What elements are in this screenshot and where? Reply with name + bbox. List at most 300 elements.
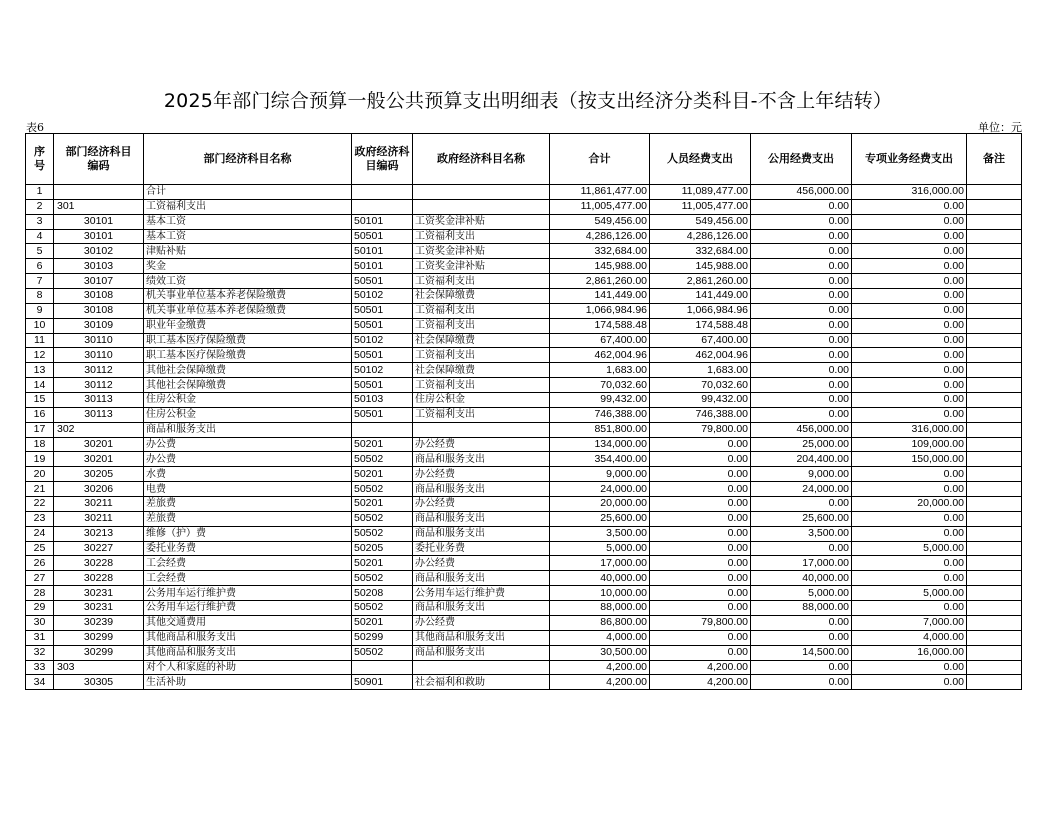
row-dept-name: 合计 (144, 185, 352, 200)
row-gov-code: 50501 (352, 407, 413, 422)
row-gov-name (413, 185, 550, 200)
row-personnel: 549,456.00 (650, 214, 751, 229)
row-gov-name: 办公经费 (413, 556, 550, 571)
table-row (26, 348, 1022, 363)
row-dept-code: 30299 (54, 645, 144, 660)
row-special: 16,000.00 (852, 645, 967, 660)
row-personnel: 145,988.00 (650, 259, 751, 274)
row-dept-code: 30211 (54, 511, 144, 526)
row-gov-name (413, 199, 550, 214)
row-gov-code: 50501 (352, 303, 413, 318)
row-total: 462,004.96 (550, 348, 650, 363)
row-remark (967, 467, 1022, 482)
row-remark (967, 526, 1022, 541)
row-gov-name: 委托业务费 (413, 541, 550, 556)
row-gov-code: 50901 (352, 675, 413, 690)
row-personnel: 11,089,477.00 (650, 185, 751, 200)
row-gov-code: 50103 (352, 393, 413, 408)
row-seq: 19 (26, 452, 54, 467)
row-gov-code (352, 422, 413, 437)
row-total: 851,800.00 (550, 422, 650, 437)
row-gov-name: 社会保障缴费 (413, 289, 550, 304)
row-dept-code: 30213 (54, 526, 144, 541)
row-public: 9,000.00 (751, 467, 852, 482)
row-remark (967, 630, 1022, 645)
row-total: 1,066,984.96 (550, 303, 650, 318)
row-gov-code: 50201 (352, 556, 413, 571)
row-dept-name: 职业年金缴费 (144, 318, 352, 333)
row-dept-name: 其他社会保障缴费 (144, 363, 352, 378)
row-seq: 6 (26, 259, 54, 274)
row-gov-name: 工资奖金津补贴 (413, 259, 550, 274)
row-remark (967, 199, 1022, 214)
row-public: 88,000.00 (751, 601, 852, 616)
row-remark (967, 363, 1022, 378)
row-seq: 10 (26, 318, 54, 333)
table-row (26, 363, 1022, 378)
row-total: 99,432.00 (550, 393, 650, 408)
table-row (26, 586, 1022, 601)
row-remark (967, 571, 1022, 586)
row-gov-code: 50502 (352, 452, 413, 467)
row-seq: 26 (26, 556, 54, 571)
row-personnel: 0.00 (650, 511, 751, 526)
row-seq: 18 (26, 437, 54, 452)
header-gov-code: 政府经济科目编码 (352, 134, 413, 185)
row-dept-name: 工会经费 (144, 556, 352, 571)
row-dept-name: 奖金 (144, 259, 352, 274)
row-special: 0.00 (852, 318, 967, 333)
row-gov-code: 50201 (352, 615, 413, 630)
row-seq: 11 (26, 333, 54, 348)
row-seq: 20 (26, 467, 54, 482)
row-remark (967, 615, 1022, 630)
row-dept-code: 30239 (54, 615, 144, 630)
row-total: 145,988.00 (550, 259, 650, 274)
row-gov-code: 50501 (352, 274, 413, 289)
row-special: 0.00 (852, 244, 967, 259)
row-personnel: 70,032.60 (650, 378, 751, 393)
row-gov-name: 社会保障缴费 (413, 333, 550, 348)
table-row (26, 393, 1022, 408)
row-dept-code: 30201 (54, 452, 144, 467)
row-gov-code: 50501 (352, 318, 413, 333)
row-dept-code: 30206 (54, 482, 144, 497)
table-row (26, 214, 1022, 229)
row-gov-name: 办公经费 (413, 467, 550, 482)
table-row (26, 244, 1022, 259)
row-remark (967, 497, 1022, 512)
row-seq: 16 (26, 407, 54, 422)
table-row (26, 482, 1022, 497)
header-gov-name: 政府经济科目名称 (413, 134, 550, 185)
row-gov-name: 工资奖金津补贴 (413, 214, 550, 229)
table-row (26, 333, 1022, 348)
row-seq: 13 (26, 363, 54, 378)
row-remark (967, 303, 1022, 318)
row-public: 0.00 (751, 244, 852, 259)
row-personnel: 0.00 (650, 526, 751, 541)
row-dept-code: 30227 (54, 541, 144, 556)
table-row (26, 452, 1022, 467)
row-seq: 2 (26, 199, 54, 214)
row-gov-name: 办公经费 (413, 437, 550, 452)
row-dept-code: 30109 (54, 318, 144, 333)
row-special: 4,000.00 (852, 630, 967, 645)
row-remark (967, 185, 1022, 200)
row-dept-code: 30101 (54, 214, 144, 229)
table-row (26, 675, 1022, 690)
row-personnel: 4,200.00 (650, 675, 751, 690)
table-row (26, 645, 1022, 660)
table-row (26, 437, 1022, 452)
row-dept-code: 30228 (54, 571, 144, 586)
row-special: 0.00 (852, 303, 967, 318)
row-seq: 12 (26, 348, 54, 363)
row-seq: 17 (26, 422, 54, 437)
row-gov-code: 50201 (352, 497, 413, 512)
row-dept-name: 办公费 (144, 452, 352, 467)
row-public: 24,000.00 (751, 482, 852, 497)
row-dept-code: 30113 (54, 407, 144, 422)
row-public: 5,000.00 (751, 586, 852, 601)
table-row (26, 378, 1022, 393)
row-dept-code: 30108 (54, 289, 144, 304)
table-row (26, 571, 1022, 586)
table-row (26, 289, 1022, 304)
header-total: 合计 (550, 134, 650, 185)
row-gov-code: 50201 (352, 437, 413, 452)
row-gov-name: 工资福利支出 (413, 274, 550, 289)
row-dept-code (54, 185, 144, 200)
row-gov-code: 50201 (352, 467, 413, 482)
row-seq: 30 (26, 615, 54, 630)
row-remark (967, 660, 1022, 675)
row-personnel: 0.00 (650, 482, 751, 497)
table-row (26, 526, 1022, 541)
row-seq: 33 (26, 660, 54, 675)
row-gov-name: 公务用车运行维护费 (413, 586, 550, 601)
row-personnel: 0.00 (650, 556, 751, 571)
row-gov-code: 50502 (352, 482, 413, 497)
row-dept-name: 基本工资 (144, 229, 352, 244)
row-special: 0.00 (852, 348, 967, 363)
row-seq: 32 (26, 645, 54, 660)
row-remark (967, 407, 1022, 422)
row-dept-name: 其他社会保障缴费 (144, 378, 352, 393)
row-dept-name: 其他交通费用 (144, 615, 352, 630)
row-gov-name: 办公经费 (413, 615, 550, 630)
row-personnel: 746,388.00 (650, 407, 751, 422)
row-personnel: 79,800.00 (650, 422, 751, 437)
row-dept-code: 302 (54, 422, 144, 437)
row-public: 14,500.00 (751, 645, 852, 660)
row-total: 1,683.00 (550, 363, 650, 378)
row-special: 109,000.00 (852, 437, 967, 452)
row-gov-name: 社会保障缴费 (413, 363, 550, 378)
row-gov-name: 商品和服务支出 (413, 601, 550, 616)
row-gov-code: 50205 (352, 541, 413, 556)
row-special: 316,000.00 (852, 422, 967, 437)
row-gov-name: 工资福利支出 (413, 348, 550, 363)
row-dept-name: 职工基本医疗保险缴费 (144, 348, 352, 363)
row-public: 0.00 (751, 348, 852, 363)
row-seq: 7 (26, 274, 54, 289)
row-dept-code: 30305 (54, 675, 144, 690)
row-personnel: 1,683.00 (650, 363, 751, 378)
row-special: 7,000.00 (852, 615, 967, 630)
row-gov-name: 社会福利和救助 (413, 675, 550, 690)
row-remark (967, 452, 1022, 467)
row-seq: 8 (26, 289, 54, 304)
row-dept-name: 住房公积金 (144, 393, 352, 408)
table-row (26, 185, 1022, 200)
unit-label: 单位：元 (978, 121, 1022, 134)
table-row (26, 303, 1022, 318)
row-seq: 21 (26, 482, 54, 497)
row-dept-name: 职工基本医疗保险缴费 (144, 333, 352, 348)
row-special: 0.00 (852, 229, 967, 244)
row-seq: 27 (26, 571, 54, 586)
row-gov-code: 50502 (352, 526, 413, 541)
row-special: 0.00 (852, 675, 967, 690)
row-remark (967, 511, 1022, 526)
row-remark (967, 259, 1022, 274)
row-gov-name: 商品和服务支出 (413, 526, 550, 541)
row-remark (967, 348, 1022, 363)
row-total: 25,600.00 (550, 511, 650, 526)
row-dept-name: 差旅费 (144, 497, 352, 512)
table-number: 表6 (26, 121, 44, 134)
row-special: 0.00 (852, 511, 967, 526)
row-dept-name: 对个人和家庭的补助 (144, 660, 352, 675)
row-special: 0.00 (852, 393, 967, 408)
row-public: 0.00 (751, 259, 852, 274)
row-public: 0.00 (751, 407, 852, 422)
page-title: 2025年部门综合预算一般公共预算支出明细表（按支出经济分类科目-不含上年结转） (163, 90, 893, 112)
header-dept-code: 部门经济科目编码 (54, 134, 144, 185)
header-personnel: 人员经费支出 (650, 134, 751, 185)
row-total: 174,588.48 (550, 318, 650, 333)
row-gov-code: 50102 (352, 363, 413, 378)
row-total: 11,861,477.00 (550, 185, 650, 200)
row-dept-code: 30110 (54, 348, 144, 363)
row-personnel: 0.00 (650, 452, 751, 467)
row-public: 456,000.00 (751, 185, 852, 200)
row-remark (967, 274, 1022, 289)
row-total: 30,500.00 (550, 645, 650, 660)
row-remark (967, 333, 1022, 348)
row-total: 20,000.00 (550, 497, 650, 512)
row-dept-code: 30107 (54, 274, 144, 289)
table-row (26, 615, 1022, 630)
row-dept-code: 30103 (54, 259, 144, 274)
row-total: 354,400.00 (550, 452, 650, 467)
row-special: 0.00 (852, 214, 967, 229)
row-special: 0.00 (852, 259, 967, 274)
row-remark (967, 422, 1022, 437)
header-dept-name: 部门经济科目名称 (144, 134, 352, 185)
row-gov-code: 50502 (352, 511, 413, 526)
row-dept-name: 公务用车运行维护费 (144, 601, 352, 616)
table-row (26, 497, 1022, 512)
table-row (26, 199, 1022, 214)
row-public: 25,000.00 (751, 437, 852, 452)
row-special: 0.00 (852, 601, 967, 616)
row-total: 86,800.00 (550, 615, 650, 630)
row-remark (967, 378, 1022, 393)
row-dept-name: 其他商品和服务支出 (144, 645, 352, 660)
row-dept-code: 301 (54, 199, 144, 214)
row-remark (967, 556, 1022, 571)
row-seq: 15 (26, 393, 54, 408)
row-personnel: 0.00 (650, 630, 751, 645)
row-gov-name: 其他商品和服务支出 (413, 630, 550, 645)
row-special: 0.00 (852, 660, 967, 675)
row-total: 9,000.00 (550, 467, 650, 482)
row-public: 0.00 (751, 497, 852, 512)
row-special: 0.00 (852, 378, 967, 393)
row-gov-code: 50501 (352, 229, 413, 244)
row-seq: 29 (26, 601, 54, 616)
row-dept-name: 公务用车运行维护费 (144, 586, 352, 601)
row-public: 0.00 (751, 303, 852, 318)
row-personnel: 11,005,477.00 (650, 199, 751, 214)
row-dept-name: 基本工资 (144, 214, 352, 229)
row-public: 0.00 (751, 289, 852, 304)
row-remark (967, 586, 1022, 601)
row-public: 0.00 (751, 378, 852, 393)
row-public: 0.00 (751, 199, 852, 214)
row-public: 0.00 (751, 229, 852, 244)
row-seq: 9 (26, 303, 54, 318)
row-total: 88,000.00 (550, 601, 650, 616)
row-remark (967, 289, 1022, 304)
row-gov-code: 50101 (352, 214, 413, 229)
row-total: 4,286,126.00 (550, 229, 650, 244)
row-gov-code: 50502 (352, 645, 413, 660)
row-gov-name: 办公经费 (413, 497, 550, 512)
row-seq: 24 (26, 526, 54, 541)
row-gov-name (413, 660, 550, 675)
row-public: 0.00 (751, 363, 852, 378)
row-gov-code: 50102 (352, 289, 413, 304)
row-gov-name: 商品和服务支出 (413, 482, 550, 497)
row-total: 24,000.00 (550, 482, 650, 497)
row-total: 4,200.00 (550, 675, 650, 690)
row-total: 746,388.00 (550, 407, 650, 422)
row-total: 5,000.00 (550, 541, 650, 556)
row-total: 549,456.00 (550, 214, 650, 229)
row-special: 316,000.00 (852, 185, 967, 200)
row-dept-name: 电费 (144, 482, 352, 497)
row-seq: 4 (26, 229, 54, 244)
row-dept-code: 303 (54, 660, 144, 675)
row-gov-code: 50102 (352, 333, 413, 348)
row-dept-code: 30205 (54, 467, 144, 482)
table-row (26, 511, 1022, 526)
row-special: 0.00 (852, 467, 967, 482)
row-remark (967, 541, 1022, 556)
row-special: 0.00 (852, 274, 967, 289)
row-dept-code: 30102 (54, 244, 144, 259)
row-total: 4,200.00 (550, 660, 650, 675)
row-total: 70,032.60 (550, 378, 650, 393)
row-public: 0.00 (751, 630, 852, 645)
row-dept-name: 机关事业单位基本养老保险缴费 (144, 303, 352, 318)
row-dept-name: 差旅费 (144, 511, 352, 526)
row-gov-name: 商品和服务支出 (413, 452, 550, 467)
row-gov-code: 50502 (352, 601, 413, 616)
row-special: 5,000.00 (852, 541, 967, 556)
row-dept-code: 30299 (54, 630, 144, 645)
row-seq: 31 (26, 630, 54, 645)
row-dept-code: 30108 (54, 303, 144, 318)
row-dept-code: 30211 (54, 497, 144, 512)
row-public: 456,000.00 (751, 422, 852, 437)
table-row (26, 601, 1022, 616)
row-dept-code: 30112 (54, 363, 144, 378)
row-remark (967, 645, 1022, 660)
row-public: 0.00 (751, 274, 852, 289)
row-total: 332,684.00 (550, 244, 650, 259)
row-gov-name: 商品和服务支出 (413, 645, 550, 660)
row-personnel: 0.00 (650, 497, 751, 512)
row-public: 17,000.00 (751, 556, 852, 571)
row-seq: 1 (26, 185, 54, 200)
row-special: 0.00 (852, 407, 967, 422)
row-gov-code (352, 660, 413, 675)
row-total: 4,000.00 (550, 630, 650, 645)
row-public: 3,500.00 (751, 526, 852, 541)
row-remark (967, 437, 1022, 452)
header-row (26, 134, 1022, 185)
row-personnel: 0.00 (650, 541, 751, 556)
row-dept-name: 绩效工资 (144, 274, 352, 289)
table-row (26, 422, 1022, 437)
row-public: 25,600.00 (751, 511, 852, 526)
table-row (26, 467, 1022, 482)
row-dept-name: 水费 (144, 467, 352, 482)
row-gov-name: 工资福利支出 (413, 378, 550, 393)
row-personnel: 4,200.00 (650, 660, 751, 675)
row-personnel: 67,400.00 (650, 333, 751, 348)
row-special: 0.00 (852, 333, 967, 348)
row-personnel: 4,286,126.00 (650, 229, 751, 244)
table-row (26, 259, 1022, 274)
row-dept-name: 津贴补贴 (144, 244, 352, 259)
row-gov-code: 50502 (352, 571, 413, 586)
row-personnel: 0.00 (650, 571, 751, 586)
row-gov-name (413, 422, 550, 437)
row-dept-code: 30228 (54, 556, 144, 571)
row-special: 0.00 (852, 199, 967, 214)
row-personnel: 0.00 (650, 467, 751, 482)
row-personnel: 0.00 (650, 645, 751, 660)
row-total: 134,000.00 (550, 437, 650, 452)
row-dept-name: 商品和服务支出 (144, 422, 352, 437)
row-remark (967, 393, 1022, 408)
row-total: 40,000.00 (550, 571, 650, 586)
table-row (26, 318, 1022, 333)
row-remark (967, 482, 1022, 497)
row-remark (967, 318, 1022, 333)
row-gov-name: 工资福利支出 (413, 229, 550, 244)
row-seq: 22 (26, 497, 54, 512)
row-public: 0.00 (751, 615, 852, 630)
row-gov-name: 商品和服务支出 (413, 511, 550, 526)
row-dept-name: 工资福利支出 (144, 199, 352, 214)
